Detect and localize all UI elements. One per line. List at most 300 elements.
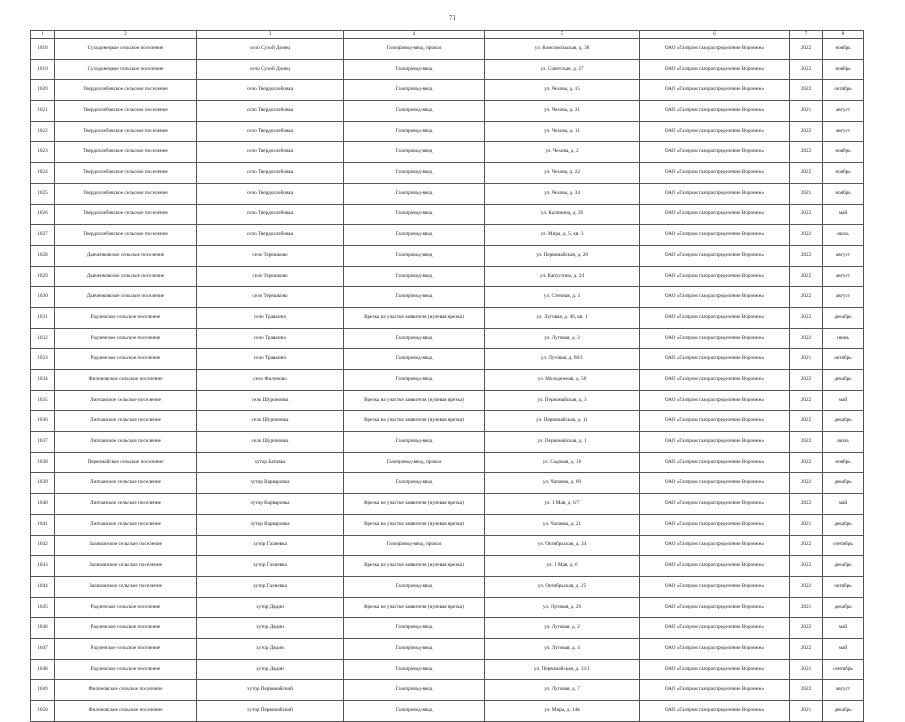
locality-cell: село Сухой Донец xyxy=(197,59,344,80)
settlement-cell: Филоновское сельское поселение xyxy=(55,680,197,701)
address-cell: ул. Чехова, д. 34 xyxy=(485,183,640,204)
column-number: 8 xyxy=(823,31,864,39)
row-number-cell: 1031 xyxy=(31,307,55,328)
year-cell: 2022 xyxy=(790,618,823,639)
address-cell: ул. Мира, д. 5, кв. 3 xyxy=(485,225,640,246)
object-type-cell: Газопровод-ввод xyxy=(344,576,485,597)
settlement-cell: Твердохлебовское сельское поселение xyxy=(55,121,197,142)
locality-cell: село Твердохлебовка xyxy=(197,163,344,184)
year-cell: 2021 xyxy=(790,514,823,535)
year-cell: 2022 xyxy=(790,452,823,473)
month-cell: сентябрь xyxy=(823,659,864,680)
year-cell: 2021 xyxy=(790,701,823,722)
column-number: 7 xyxy=(790,31,823,39)
address-cell: ул. Советская, д. 27 xyxy=(485,59,640,80)
column-number: 5 xyxy=(485,31,640,39)
month-cell: июль xyxy=(823,432,864,453)
address-cell: ул. Луговая, д. 2 xyxy=(485,328,640,349)
row-number-cell: 1026 xyxy=(31,204,55,225)
address-cell: ул. Первомайская, д. 11 xyxy=(485,411,640,432)
year-cell: 2022 xyxy=(790,307,823,328)
locality-cell: хутор Первомайский xyxy=(197,701,344,722)
row-number-cell: 1039 xyxy=(31,473,55,494)
settlement-cell: Твердохлебовское сельское поселение xyxy=(55,225,197,246)
organization-cell: ОАО «Газпром газораспределение Воронеж» xyxy=(640,183,790,204)
table-row xyxy=(31,432,864,453)
page-number: 71 xyxy=(449,14,456,22)
locality-cell: хутор Галиевка xyxy=(197,556,344,577)
organization-cell: ОАО «Газпром газораспределение Воронеж» xyxy=(640,163,790,184)
locality-cell: село Филоново xyxy=(197,370,344,391)
settlement-cell: Липчанское сельское поселение xyxy=(55,514,197,535)
year-cell: 2022 xyxy=(790,245,823,266)
address-cell: ул. Садовая, д. 16 xyxy=(485,452,640,473)
row-number-cell: 1050 xyxy=(31,701,55,722)
organization-cell: ОАО «Газпром газораспределение Воронеж» xyxy=(640,59,790,80)
month-cell: декабрь xyxy=(823,307,864,328)
address-cell: ул. Молодежная, д. 50 xyxy=(485,370,640,391)
column-number: 2 xyxy=(55,31,197,39)
locality-cell: хутор Дядин xyxy=(197,659,344,680)
settlement-cell: Твердохлебовское сельское поселение xyxy=(55,101,197,122)
month-cell: май xyxy=(823,390,864,411)
month-cell: май xyxy=(823,494,864,515)
month-cell: декабрь xyxy=(823,411,864,432)
organization-cell: ОАО «Газпром газораспределение Воронеж» xyxy=(640,638,790,659)
column-number: 6 xyxy=(640,31,790,39)
address-cell: ул. 1 Мая, д. 6 xyxy=(485,556,640,577)
month-cell: декабрь xyxy=(823,597,864,618)
year-cell: 2022 xyxy=(790,494,823,515)
month-cell: август xyxy=(823,680,864,701)
organization-cell: ОАО «Газпром газораспределение Воронеж» xyxy=(640,80,790,101)
locality-cell: село Терешково xyxy=(197,266,344,287)
locality-cell: хутор Батовка xyxy=(197,452,344,473)
year-cell: 2021 xyxy=(790,659,823,680)
organization-cell: ОАО «Газпром газораспределение Воронеж» xyxy=(640,556,790,577)
locality-cell: село Твердохлебовка xyxy=(197,225,344,246)
row-number-cell: 1041 xyxy=(31,514,55,535)
locality-cell: хутор Галиевка xyxy=(197,576,344,597)
year-cell: 2022 xyxy=(790,225,823,246)
year-cell: 2021 xyxy=(790,101,823,122)
settlement-cell: Радченское сельское поселение xyxy=(55,597,197,618)
month-cell: октябрь xyxy=(823,349,864,370)
month-cell: май xyxy=(823,204,864,225)
locality-cell: село Терешково xyxy=(197,287,344,308)
row-number-cell: 1018 xyxy=(31,39,55,60)
settlement-cell: Липчанское сельское поселение xyxy=(55,411,197,432)
address-cell: ул. Чехова, д. 2 xyxy=(485,142,640,163)
object-type-cell: Газопровод-ввод, прокол xyxy=(344,535,485,556)
object-type-cell: Газопровод-ввод xyxy=(344,659,485,680)
object-type-cell: Газопровод-ввод xyxy=(344,287,485,308)
locality-cell: хутор Первомайский xyxy=(197,680,344,701)
month-cell: ноябрь xyxy=(823,452,864,473)
settlement-cell: Липчанское сельское поселение xyxy=(55,494,197,515)
object-type-cell: Газопровод-ввод xyxy=(344,183,485,204)
month-cell: ноябрь xyxy=(823,142,864,163)
year-cell: 2022 xyxy=(790,142,823,163)
object-type-cell: Врезка на участке заявителя (нулевая врезка) xyxy=(344,307,485,328)
table-row xyxy=(31,535,864,556)
locality-cell: хутор Дядин xyxy=(197,597,344,618)
table-row xyxy=(31,680,864,701)
table-row xyxy=(31,349,864,370)
column-number: 1 xyxy=(31,31,55,39)
object-type-cell: Газопровод-ввод xyxy=(344,266,485,287)
address-cell: ул. Первомайская, д. 1 xyxy=(485,432,640,453)
locality-cell: село Травкино xyxy=(197,307,344,328)
year-cell: 2022 xyxy=(790,287,823,308)
table-row xyxy=(31,245,864,266)
month-cell: октябрь xyxy=(823,80,864,101)
year-cell: 2022 xyxy=(790,163,823,184)
row-number-cell: 1044 xyxy=(31,576,55,597)
row-number-cell: 1019 xyxy=(31,59,55,80)
organization-cell: ОАО «Газпром газораспределение Воронеж» xyxy=(640,514,790,535)
object-type-cell: Газопровод-ввод xyxy=(344,80,485,101)
column-number: 4 xyxy=(344,31,485,39)
row-number-cell: 1042 xyxy=(31,535,55,556)
address-cell: ул. Луговая, д. 60/1 xyxy=(485,349,640,370)
year-cell: 2022 xyxy=(790,535,823,556)
object-type-cell: Газопровод-ввод, прокол xyxy=(344,452,485,473)
object-type-cell: Газопровод-ввод xyxy=(344,680,485,701)
year-cell: 2022 xyxy=(790,266,823,287)
organization-cell: ОАО «Газпром газораспределение Воронеж» xyxy=(640,390,790,411)
table-row xyxy=(31,494,864,515)
address-cell: ул. Луговая, д. 46, кв. 1 xyxy=(485,307,640,328)
month-cell: ноябрь xyxy=(823,163,864,184)
organization-cell: ОАО «Газпром газораспределение Воронеж» xyxy=(640,701,790,722)
object-type-cell: Врезка на участке заявителя (нулевая врезка) xyxy=(344,390,485,411)
table-row xyxy=(31,556,864,577)
organization-cell: ОАО «Газпром газораспределение Воронеж» xyxy=(640,101,790,122)
organization-cell: ОАО «Газпром газораспределение Воронеж» xyxy=(640,142,790,163)
address-cell: ул. 1 Мая, д. 6/7 xyxy=(485,494,640,515)
year-cell: 2022 xyxy=(790,328,823,349)
organization-cell: ОАО «Газпром газораспределение Воронеж» xyxy=(640,245,790,266)
year-cell: 2022 xyxy=(790,39,823,60)
year-cell: 2021 xyxy=(790,349,823,370)
row-number-cell: 1024 xyxy=(31,163,55,184)
locality-cell: село Шуриновка xyxy=(197,432,344,453)
settlement-cell: Дьяченковское сельское поселение xyxy=(55,266,197,287)
organization-cell: ОАО «Газпром газораспределение Воронеж» xyxy=(640,121,790,142)
row-number-cell: 1040 xyxy=(31,494,55,515)
year-cell: 2022 xyxy=(790,556,823,577)
settlement-cell: Суходонецкое сельское поселение xyxy=(55,39,197,60)
table-row xyxy=(31,514,864,535)
settlement-cell: Радченское сельское поселение xyxy=(55,349,197,370)
table-row xyxy=(31,39,864,60)
row-number-cell: 1022 xyxy=(31,121,55,142)
address-cell: ул. Мира, д. 14в xyxy=(485,701,640,722)
settlement-cell: Филоновское сельское поселение xyxy=(55,701,197,722)
table-row xyxy=(31,266,864,287)
row-number-cell: 1025 xyxy=(31,183,55,204)
address-cell: ул. Степная, д. 3 xyxy=(485,287,640,308)
address-cell: ул. Луговая, д. 26 xyxy=(485,597,640,618)
year-cell: 2022 xyxy=(790,121,823,142)
organization-cell: ОАО «Газпром газораспределение Воронеж» xyxy=(640,266,790,287)
table-row xyxy=(31,597,864,618)
row-number-cell: 1037 xyxy=(31,432,55,453)
object-type-cell: Врезка на участке заявителя (нулевая врезка) xyxy=(344,514,485,535)
month-cell: декабрь xyxy=(823,701,864,722)
settlement-cell: Радченское сельское поселение xyxy=(55,328,197,349)
object-type-cell: Газопровод-ввод xyxy=(344,121,485,142)
object-type-cell: Газопровод-ввод xyxy=(344,370,485,391)
month-cell: декабрь xyxy=(823,514,864,535)
row-number-cell: 1035 xyxy=(31,390,55,411)
month-cell: октябрь xyxy=(823,576,864,597)
locality-cell: хутор Варваровка xyxy=(197,494,344,515)
object-type-cell: Газопровод-ввод xyxy=(344,328,485,349)
object-type-cell: Газопровод-ввод xyxy=(344,204,485,225)
column-number: 3 xyxy=(197,31,344,39)
object-type-cell: Газопровод-ввод xyxy=(344,59,485,80)
row-number-cell: 1030 xyxy=(31,287,55,308)
address-cell: ул. Чехова, д. 22 xyxy=(485,163,640,184)
row-number-cell: 1023 xyxy=(31,142,55,163)
table-row xyxy=(31,59,864,80)
object-type-cell: Газопровод-ввод xyxy=(344,473,485,494)
year-cell: 2022 xyxy=(790,473,823,494)
table-row xyxy=(31,576,864,597)
year-cell: 2022 xyxy=(790,411,823,432)
settlement-cell: Липчанское сельское поселение xyxy=(55,390,197,411)
settlement-cell: Радченское сельское поселение xyxy=(55,638,197,659)
settlement-cell: Твердохлебовское сельское поселение xyxy=(55,142,197,163)
table-row xyxy=(31,390,864,411)
organization-cell: ОАО «Газпром газораспределение Воронеж» xyxy=(640,328,790,349)
organization-cell: ОАО «Газпром газораспределение Воронеж» xyxy=(640,432,790,453)
organization-cell: ОАО «Газпром газораспределение Воронеж» xyxy=(640,473,790,494)
locality-cell: село Шуриновка xyxy=(197,411,344,432)
year-cell: 2022 xyxy=(790,680,823,701)
object-type-cell: Врезка на участке заявителя (нулевая врезка) xyxy=(344,494,485,515)
object-type-cell: Газопровод-ввод xyxy=(344,101,485,122)
locality-cell: село Твердохлебовка xyxy=(197,80,344,101)
object-type-cell: Газопровод-ввод, прокол xyxy=(344,39,485,60)
month-cell: август xyxy=(823,266,864,287)
settlement-cell: Радченское сельское поселение xyxy=(55,659,197,680)
table-row xyxy=(31,121,864,142)
organization-cell: ОАО «Газпром газораспределение Воронеж» xyxy=(640,597,790,618)
locality-cell: хутор Галиевка xyxy=(197,535,344,556)
settlement-cell: Липчанское сельское поселение xyxy=(55,432,197,453)
locality-cell: хутор Дядин xyxy=(197,638,344,659)
month-cell: ноябрь xyxy=(823,59,864,80)
row-number-cell: 1043 xyxy=(31,556,55,577)
row-number-cell: 1020 xyxy=(31,80,55,101)
address-cell: ул. Чапаева, д. 69 xyxy=(485,473,640,494)
settlement-cell: Липчанское сельское поселение xyxy=(55,473,197,494)
object-type-cell: Газопровод-ввод xyxy=(344,701,485,722)
row-number-cell: 1033 xyxy=(31,349,55,370)
address-cell: ул. Чехова, д. 31 xyxy=(485,101,640,122)
locality-cell: село Твердохлебовка xyxy=(197,121,344,142)
row-number-cell: 1034 xyxy=(31,370,55,391)
settlement-cell: Залиманское сельское поселение xyxy=(55,576,197,597)
organization-cell: ОАО «Газпром газораспределение Воронеж» xyxy=(640,618,790,639)
address-cell: ул. Комсомольская, д. 38 xyxy=(485,39,640,60)
month-cell: июль xyxy=(823,225,864,246)
table-row xyxy=(31,638,864,659)
table-row xyxy=(31,452,864,473)
object-type-cell: Врезка на участке заявителя (нулевая врезка) xyxy=(344,411,485,432)
settlement-cell: Залиманское сельское поселение xyxy=(55,556,197,577)
settlement-cell: Суходонецкое сельское поселение xyxy=(55,59,197,80)
year-cell: 2022 xyxy=(790,204,823,225)
table-row xyxy=(31,142,864,163)
object-type-cell: Врезка на участке заявителя (нулевая врезка) xyxy=(344,597,485,618)
row-number-cell: 1032 xyxy=(31,328,55,349)
address-cell: ул. Октябрьская, д. 34 xyxy=(485,535,640,556)
object-type-cell: Газопровод-ввод xyxy=(344,638,485,659)
year-cell: 2022 xyxy=(790,432,823,453)
organization-cell: ОАО «Газпром газораспределение Воронеж» xyxy=(640,204,790,225)
column-number-row xyxy=(31,31,864,39)
table-row xyxy=(31,225,864,246)
object-type-cell: Газопровод-ввод xyxy=(344,225,485,246)
object-type-cell: Газопровод-ввод xyxy=(344,245,485,266)
row-number-cell: 1027 xyxy=(31,225,55,246)
organization-cell: ОАО «Газпром газораспределение Воронеж» xyxy=(640,680,790,701)
settlement-cell: Радченское сельское поселение xyxy=(55,618,197,639)
month-cell: ноябрь xyxy=(823,39,864,60)
object-type-cell: Газопровод-ввод xyxy=(344,432,485,453)
address-cell: ул. Первомайская, д. 20 xyxy=(485,245,640,266)
month-cell: декабрь xyxy=(823,370,864,391)
settlement-cell: Твердохлебовское сельское поселение xyxy=(55,163,197,184)
row-number-cell: 1047 xyxy=(31,638,55,659)
table-row xyxy=(31,701,864,722)
row-number-cell: 1021 xyxy=(31,101,55,122)
address-cell: ул. Чехова, д. 11 xyxy=(485,121,640,142)
table-row xyxy=(31,183,864,204)
month-cell: август xyxy=(823,287,864,308)
object-type-cell: Газопровод-ввод xyxy=(344,349,485,370)
month-cell: май xyxy=(823,638,864,659)
address-cell: ул. Луговая, д. 2 xyxy=(485,618,640,639)
locality-cell: село Твердохлебовка xyxy=(197,101,344,122)
object-type-cell: Газопровод-ввод xyxy=(344,163,485,184)
object-type-cell: Газопровод-ввод xyxy=(344,142,485,163)
organization-cell: ОАО «Газпром газораспределение Воронеж» xyxy=(640,225,790,246)
month-cell: август xyxy=(823,245,864,266)
locality-cell: село Травкино xyxy=(197,349,344,370)
table-row xyxy=(31,163,864,184)
month-cell: декабрь xyxy=(823,556,864,577)
address-cell: ул. Октябрьская, д. 25 xyxy=(485,576,640,597)
locality-cell: село Сухой Донец xyxy=(197,39,344,60)
settlement-cell: Дьяченковское сельское поселение xyxy=(55,287,197,308)
locality-cell: село Терешково xyxy=(197,245,344,266)
month-cell: июнь xyxy=(823,328,864,349)
row-number-cell: 1045 xyxy=(31,597,55,618)
month-cell: май xyxy=(823,618,864,639)
settlement-cell: Радченское сельское поселение xyxy=(55,307,197,328)
organization-cell: ОАО «Газпром газораспределение Воронеж» xyxy=(640,287,790,308)
object-type-cell: Врезка на участке заявителя (нулевая врезка) xyxy=(344,556,485,577)
row-number-cell: 1046 xyxy=(31,618,55,639)
year-cell: 2021 xyxy=(790,183,823,204)
locality-cell: село Твердохлебовка xyxy=(197,142,344,163)
table-row xyxy=(31,411,864,432)
month-cell: август xyxy=(823,101,864,122)
month-cell: сентябрь xyxy=(823,535,864,556)
organization-cell: ОАО «Газпром газораспределение Воронеж» xyxy=(640,39,790,60)
organization-cell: ОАО «Газпром газораспределение Воронеж» xyxy=(640,535,790,556)
address-cell: ул. Чехова, д. 15 xyxy=(485,80,640,101)
settlement-cell: Первомайское сельское поселение xyxy=(55,452,197,473)
organization-cell: ОАО «Газпром газораспределение Воронеж» xyxy=(640,452,790,473)
table-row xyxy=(31,659,864,680)
table-body xyxy=(31,39,864,722)
locality-cell: хутор Варваровка xyxy=(197,514,344,535)
organization-cell: ОАО «Газпром газораспределение Воронеж» xyxy=(640,494,790,515)
year-cell: 2022 xyxy=(790,638,823,659)
organization-cell: ОАО «Газпром газораспределение Воронеж» xyxy=(640,659,790,680)
organization-cell: ОАО «Газпром газораспределение Воронеж» xyxy=(640,349,790,370)
year-cell: 2022 xyxy=(790,370,823,391)
locality-cell: село Твердохлебовка xyxy=(197,183,344,204)
settlement-cell: Твердохлебовское сельское поселение xyxy=(55,183,197,204)
table-row xyxy=(31,101,864,122)
table-row xyxy=(31,618,864,639)
month-cell: ноябрь xyxy=(823,183,864,204)
table-row xyxy=(31,80,864,101)
settlement-cell: Филоновское сельское поселение xyxy=(55,370,197,391)
table-row xyxy=(31,287,864,308)
object-type-cell: Газопровод-ввод xyxy=(344,618,485,639)
year-cell: 2021 xyxy=(790,597,823,618)
settlement-cell: Залиманское сельское поселение xyxy=(55,535,197,556)
year-cell: 2022 xyxy=(790,576,823,597)
table-row xyxy=(31,204,864,225)
row-number-cell: 1036 xyxy=(31,411,55,432)
address-cell: ул. Чапаева, д. 21 xyxy=(485,514,640,535)
table-row xyxy=(31,307,864,328)
locality-cell: село Шуриновка xyxy=(197,390,344,411)
settlement-cell: Твердохлебовское сельское поселение xyxy=(55,204,197,225)
year-cell: 2022 xyxy=(790,390,823,411)
locality-cell: село Твердохлебовка xyxy=(197,204,344,225)
locality-cell: хутор Дядин xyxy=(197,618,344,639)
row-number-cell: 1048 xyxy=(31,659,55,680)
address-cell: ул. Калинина, д. 20 xyxy=(485,204,640,225)
year-cell: 2022 xyxy=(790,80,823,101)
locality-cell: село Травкино xyxy=(197,328,344,349)
registry-table xyxy=(30,30,864,722)
row-number-cell: 1028 xyxy=(31,245,55,266)
settlement-cell: Дьяченковское сельское поселение xyxy=(55,245,197,266)
organization-cell: ОАО «Газпром газораспределение Воронеж» xyxy=(640,370,790,391)
month-cell: август xyxy=(823,121,864,142)
row-number-cell: 1049 xyxy=(31,680,55,701)
table-row xyxy=(31,370,864,391)
year-cell: 2022 xyxy=(790,59,823,80)
organization-cell: ОАО «Газпром газораспределение Воронеж» xyxy=(640,576,790,597)
organization-cell: ОАО «Газпром газораспределение Воронеж» xyxy=(640,307,790,328)
row-number-cell: 1029 xyxy=(31,266,55,287)
address-cell: ул. Луговая, д. 7 xyxy=(485,680,640,701)
table-row xyxy=(31,473,864,494)
address-cell: ул. Первомайская, д. 3 xyxy=(485,390,640,411)
